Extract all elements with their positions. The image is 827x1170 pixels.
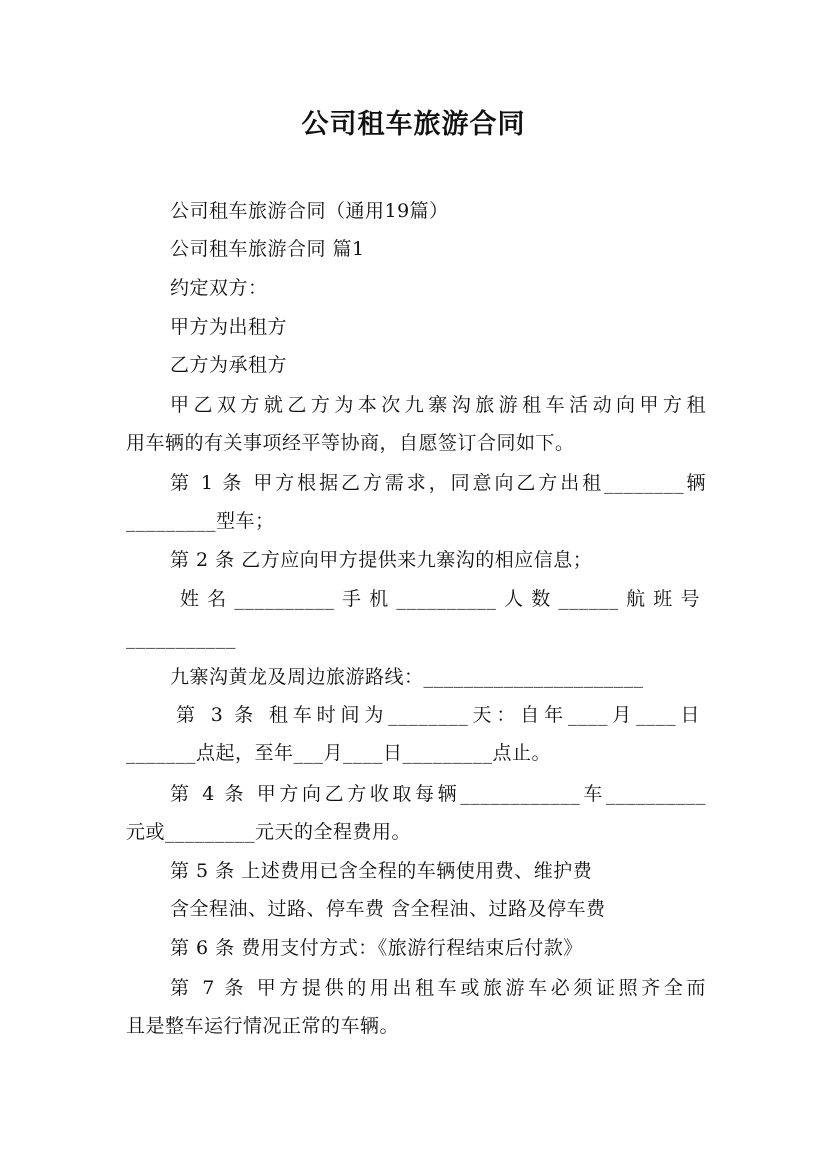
doc-line: 第 1 条 甲方根据乙方需求，同意向乙方出租________辆 xyxy=(170,472,706,494)
doc-line: 且是整车运行情况正常的车辆。 xyxy=(126,1015,400,1037)
doc-line: 姓名__________手机__________人数______航班号 xyxy=(180,588,700,610)
doc-line: 用车辆的有关事项经平等协商，自愿签订合同如下。 xyxy=(126,432,575,454)
doc-line: 元或_________元天的全程费用。 xyxy=(126,821,412,843)
doc-line: 第 7 条 甲方提供的用出租车或旅游车必须证照齐全而 xyxy=(170,977,706,999)
doc-line: 乙方为承租方 xyxy=(170,354,288,376)
doc-line: 第 4 条 甲方向乙方收取每辆____________车__________ xyxy=(170,783,706,805)
doc-line: 第 5 条 上述费用已含全程的车辆使用费、维护费 xyxy=(170,860,593,882)
doc-line: 第 3 条 租车时间为________天：自年____月____日 xyxy=(176,704,700,726)
doc-line: 含全程油、过路、停车费 含全程油、过路及停车费 xyxy=(170,898,606,920)
doc-line: 约定双方： xyxy=(170,277,268,299)
doc-line: _________型车； xyxy=(126,510,275,532)
doc-line: 公司租车旅游合同（通用19篇） xyxy=(170,200,449,222)
doc-line: 第 6 条 费用支付方式：《旅游行程结束后付款》 xyxy=(170,937,583,959)
doc-line: _______点起，至年___月____日_________点止。 xyxy=(126,742,552,764)
doc-line: 九寨沟黄龙及周边旅游路线：______________________ xyxy=(170,666,644,688)
doc-line: 甲方为出租方 xyxy=(170,316,288,338)
doc-line: ___________ xyxy=(126,627,236,649)
doc-line: 甲乙双方就乙方为本次九寨沟旅游租车活动向甲方租 xyxy=(170,394,706,416)
doc-line: 第 2 条 乙方应向甲方提供来九寨沟的相应信息； xyxy=(170,549,593,571)
document-title: 公司租车旅游合同 xyxy=(301,109,526,140)
doc-line: 公司租车旅游合同 篇1 xyxy=(170,238,365,260)
